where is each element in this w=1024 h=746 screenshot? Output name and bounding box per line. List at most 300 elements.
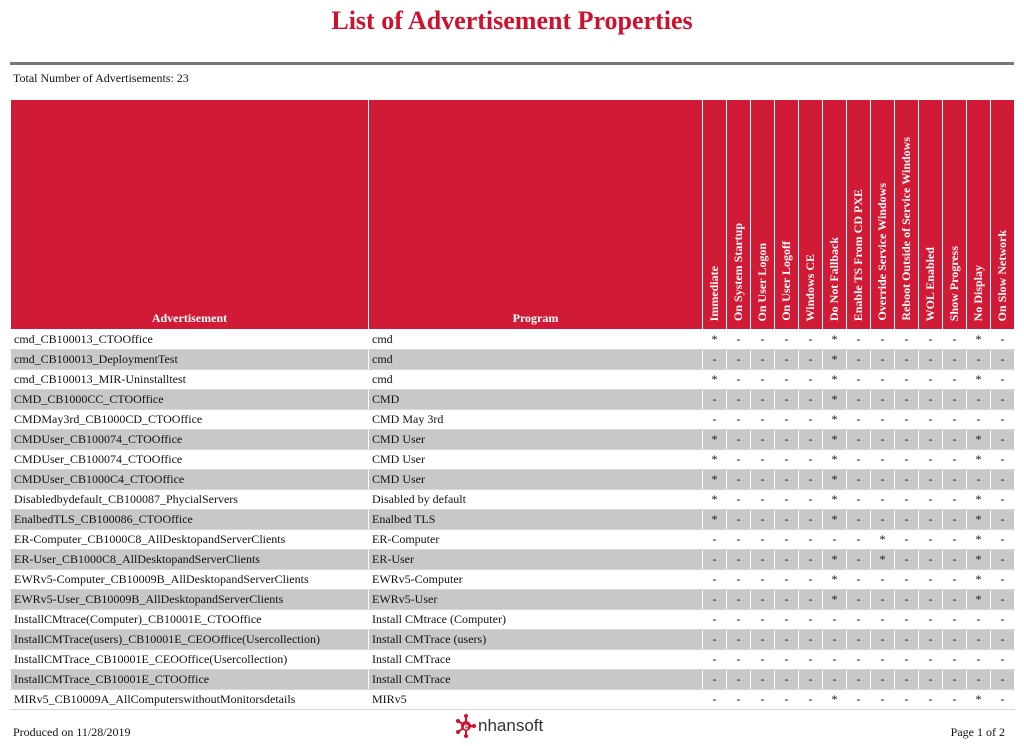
flag-cell: - <box>895 530 919 550</box>
advertisement-cell: MIRv5_CB10009A_AllComputerswithoutMonitorsdetails <box>11 690 369 710</box>
flag-cell: * <box>967 490 991 510</box>
flag-cell: - <box>727 430 751 450</box>
flag-cell: - <box>943 670 967 690</box>
advertisement-cell: CMDUser_CB100074_CTOOffice <box>11 430 369 450</box>
flag-cell: - <box>847 530 871 550</box>
flag-cell: - <box>895 510 919 530</box>
flag-cell: - <box>871 490 895 510</box>
table-row[interactable] <box>11 610 1015 630</box>
flag-cell: * <box>823 450 847 470</box>
advertisement-cell: ER-Computer_CB1000C8_AllDesktopandServerClients <box>11 530 369 550</box>
table-row[interactable] <box>11 350 1015 370</box>
flag-cell: - <box>991 630 1015 650</box>
flag-cell: - <box>871 510 895 530</box>
flag-cell: * <box>703 370 727 390</box>
flag-cell: - <box>919 530 943 550</box>
table-row[interactable] <box>11 590 1015 610</box>
table-row[interactable] <box>11 490 1015 510</box>
produced-date: Produced on 11/28/2019 <box>13 725 131 739</box>
column-header-flag[interactable] <box>871 100 895 330</box>
flag-cell: - <box>751 650 775 670</box>
table-row[interactable] <box>11 470 1015 490</box>
flag-cell: - <box>967 410 991 430</box>
flag-cell: - <box>727 490 751 510</box>
flag-cell: - <box>775 690 799 710</box>
flag-cell: - <box>775 390 799 410</box>
flag-cell: - <box>703 390 727 410</box>
flag-cell: - <box>847 350 871 370</box>
flag-cell: * <box>823 470 847 490</box>
flag-cell: - <box>991 570 1015 590</box>
flag-cell: - <box>847 650 871 670</box>
flag-cell: - <box>895 350 919 370</box>
advertisement-cell: EnalbedTLS_CB100086_CTOOffice <box>11 510 369 530</box>
column-header-flag-label: On User Logon <box>755 242 769 321</box>
flag-cell: - <box>871 690 895 710</box>
flag-cell: - <box>703 670 727 690</box>
column-header-flag[interactable] <box>799 100 823 330</box>
flag-cell: * <box>823 330 847 350</box>
flag-cell: - <box>847 410 871 430</box>
column-header-advertisement[interactable]: Advertisement <box>11 100 369 330</box>
flag-cell: - <box>991 330 1015 350</box>
flag-cell: - <box>799 370 823 390</box>
flag-cell: - <box>919 490 943 510</box>
flag-cell: * <box>967 330 991 350</box>
flag-cell: - <box>751 370 775 390</box>
column-header-flag[interactable] <box>727 100 751 330</box>
flag-cell: - <box>991 350 1015 370</box>
flag-cell: - <box>919 610 943 630</box>
flag-cell: - <box>943 450 967 470</box>
flag-cell: - <box>919 690 943 710</box>
flag-cell: - <box>991 670 1015 690</box>
flag-cell: - <box>751 570 775 590</box>
flag-cell: - <box>727 570 751 590</box>
column-header-flag-label: On System Startup <box>731 222 745 321</box>
advertisement-cell: InstallCMtrace(Computer)_CB10001E_CTOOffice <box>11 610 369 630</box>
program-cell: CMD May 3rd <box>369 410 703 430</box>
flag-cell: - <box>943 490 967 510</box>
flag-cell: - <box>847 370 871 390</box>
flag-cell: - <box>847 430 871 450</box>
flag-cell: * <box>967 550 991 570</box>
flag-cell: - <box>919 410 943 430</box>
page-indicator: Page 1 of 2 <box>950 725 1005 739</box>
flag-cell: - <box>751 410 775 430</box>
advertisement-cell: cmd_CB100013_MIR-Uninstalltest <box>11 370 369 390</box>
flag-cell: - <box>751 510 775 530</box>
flag-cell: - <box>991 610 1015 630</box>
flag-cell: * <box>823 510 847 530</box>
flag-cell: - <box>775 550 799 570</box>
column-header-flag-label: No Display <box>971 264 985 321</box>
table-row[interactable] <box>11 510 1015 530</box>
flag-cell: - <box>775 590 799 610</box>
flag-cell: - <box>703 530 727 550</box>
flag-cell: - <box>871 390 895 410</box>
program-cell: EWRv5-User <box>369 590 703 610</box>
flag-cell: - <box>799 490 823 510</box>
program-cell: CMD User <box>369 470 703 490</box>
advertisement-cell: cmd_CB100013_DeploymentTest <box>11 350 369 370</box>
column-header-flag[interactable] <box>919 100 943 330</box>
flag-cell: - <box>775 490 799 510</box>
flag-cell: - <box>943 350 967 370</box>
program-cell: CMD <box>369 390 703 410</box>
flag-cell: - <box>775 510 799 530</box>
program-cell: Install CMtrace (Computer) <box>369 610 703 630</box>
flag-cell: - <box>943 650 967 670</box>
flag-cell: - <box>919 630 943 650</box>
flag-cell: - <box>727 330 751 350</box>
flag-cell: - <box>847 510 871 530</box>
column-header-flag-label: On User Logoff <box>779 241 793 321</box>
flag-cell: - <box>751 390 775 410</box>
flag-cell: * <box>823 490 847 510</box>
flag-cell: - <box>943 630 967 650</box>
flag-cell: * <box>823 550 847 570</box>
flag-cell: - <box>991 650 1015 670</box>
flag-cell: - <box>943 410 967 430</box>
flag-cell: - <box>727 510 751 530</box>
flag-cell: - <box>727 530 751 550</box>
flag-cell: - <box>895 390 919 410</box>
flag-cell: - <box>895 490 919 510</box>
flag-cell: - <box>871 570 895 590</box>
flag-cell: - <box>895 610 919 630</box>
flag-cell: * <box>967 430 991 450</box>
flag-cell: - <box>703 550 727 570</box>
flag-cell: - <box>943 370 967 390</box>
flag-cell: - <box>991 450 1015 470</box>
table-row[interactable] <box>11 430 1015 450</box>
flag-cell: - <box>919 470 943 490</box>
table-row[interactable] <box>11 330 1015 350</box>
flag-cell: - <box>823 670 847 690</box>
flag-cell: - <box>799 530 823 550</box>
flag-cell: * <box>823 590 847 610</box>
flag-cell: * <box>967 590 991 610</box>
program-cell: cmd <box>369 350 703 370</box>
flag-cell: - <box>895 370 919 390</box>
flag-cell: - <box>871 630 895 650</box>
program-cell: Enalbed TLS <box>369 510 703 530</box>
flag-cell: - <box>775 670 799 690</box>
flag-cell: - <box>727 350 751 370</box>
flag-cell: - <box>895 430 919 450</box>
flag-cell: - <box>919 330 943 350</box>
flag-cell: * <box>967 450 991 470</box>
flag-cell: - <box>895 630 919 650</box>
flag-cell: - <box>799 650 823 670</box>
table-row[interactable] <box>11 370 1015 390</box>
flag-cell: * <box>823 350 847 370</box>
flag-cell: - <box>847 390 871 410</box>
flag-cell: - <box>847 450 871 470</box>
flag-cell: - <box>775 330 799 350</box>
flag-cell: - <box>943 330 967 350</box>
advertisement-cell: cmd_CB100013_CTOOffice <box>11 330 369 350</box>
flag-cell: - <box>775 410 799 430</box>
flag-cell: - <box>871 350 895 370</box>
flag-cell: - <box>823 650 847 670</box>
advertisement-cell: CMDUser_CB100074_CTOOffice <box>11 450 369 470</box>
flag-cell: - <box>775 350 799 370</box>
table-row[interactable] <box>11 390 1015 410</box>
table-body <box>11 330 1015 710</box>
column-header-flag-label: On Slow Network <box>995 229 1009 321</box>
flag-cell: - <box>991 430 1015 450</box>
flag-cell: * <box>703 450 727 470</box>
flag-cell: * <box>703 430 727 450</box>
flag-cell: - <box>943 590 967 610</box>
program-cell: EWRv5-Computer <box>369 570 703 590</box>
flag-cell: - <box>775 570 799 590</box>
flag-cell: - <box>967 470 991 490</box>
table-row[interactable] <box>11 550 1015 570</box>
program-cell: cmd <box>369 370 703 390</box>
flag-cell: - <box>919 430 943 450</box>
flag-cell: - <box>871 410 895 430</box>
advertisement-cell: CMDUser_CB1000C4_CTOOffice <box>11 470 369 490</box>
flag-cell: * <box>823 410 847 430</box>
flag-cell: - <box>799 430 823 450</box>
column-header-flag-label: Immediate <box>707 265 721 321</box>
flag-cell: - <box>703 590 727 610</box>
flag-cell: - <box>967 670 991 690</box>
flag-cell: - <box>871 450 895 470</box>
flag-cell: - <box>703 630 727 650</box>
flag-cell: - <box>847 610 871 630</box>
flag-cell: - <box>919 390 943 410</box>
flag-cell: - <box>991 690 1015 710</box>
flag-cell: - <box>727 370 751 390</box>
table-row[interactable] <box>11 670 1015 690</box>
flag-cell: - <box>895 590 919 610</box>
total-advertisements: Total Number of Advertisements: 23 <box>13 71 189 85</box>
flag-cell: - <box>919 590 943 610</box>
flag-cell: * <box>823 370 847 390</box>
program-cell: cmd <box>369 330 703 350</box>
column-header-flag[interactable] <box>823 100 847 330</box>
advertisement-cell: CMDMay3rd_CB1000CD_CTOOffice <box>11 410 369 430</box>
column-header-flag[interactable] <box>847 100 871 330</box>
flag-cell: * <box>823 570 847 590</box>
flag-cell: * <box>967 690 991 710</box>
advertisement-cell: EWRv5-User_CB10009B_AllDesktopandServerClients <box>11 590 369 610</box>
table-row[interactable] <box>11 690 1015 710</box>
flag-cell: - <box>991 470 1015 490</box>
flag-cell: - <box>847 470 871 490</box>
flag-cell: - <box>895 670 919 690</box>
flag-cell: - <box>943 510 967 530</box>
flag-cell: - <box>775 430 799 450</box>
advertisement-cell: InstallCMTrace_CB10001E_CTOOffice <box>11 670 369 690</box>
flag-cell: - <box>727 650 751 670</box>
flag-cell: - <box>991 390 1015 410</box>
flag-cell: - <box>847 690 871 710</box>
flag-cell: - <box>775 470 799 490</box>
flag-cell: - <box>919 510 943 530</box>
flag-cell: - <box>703 610 727 630</box>
flag-cell: * <box>823 690 847 710</box>
flag-cell: - <box>751 590 775 610</box>
flag-cell: - <box>727 630 751 650</box>
flag-cell: - <box>895 410 919 430</box>
column-header-flag-label: Show Progress <box>947 245 961 321</box>
flag-cell: - <box>895 690 919 710</box>
flag-cell: - <box>895 550 919 570</box>
flag-cell: - <box>991 590 1015 610</box>
flag-cell: - <box>799 510 823 530</box>
flag-cell: - <box>775 530 799 550</box>
table-row[interactable] <box>11 450 1015 470</box>
flag-cell: - <box>943 690 967 710</box>
flag-cell: - <box>751 670 775 690</box>
program-cell: Install CMTrace <box>369 670 703 690</box>
flag-cell: * <box>967 570 991 590</box>
flag-cell: - <box>847 490 871 510</box>
flag-cell: - <box>799 610 823 630</box>
flag-cell: - <box>751 610 775 630</box>
column-header-flag[interactable] <box>775 100 799 330</box>
flag-cell: - <box>703 410 727 430</box>
title-divider <box>10 62 1014 65</box>
flag-cell: - <box>847 590 871 610</box>
flag-cell: - <box>799 670 823 690</box>
table-row[interactable] <box>11 630 1015 650</box>
flag-cell: - <box>919 570 943 590</box>
flag-cell: - <box>703 570 727 590</box>
flag-cell: - <box>751 470 775 490</box>
flag-cell: - <box>751 490 775 510</box>
flag-cell: - <box>727 590 751 610</box>
flag-cell: - <box>871 330 895 350</box>
table-row[interactable] <box>11 530 1015 550</box>
flag-cell: - <box>919 350 943 370</box>
table-row[interactable] <box>11 650 1015 670</box>
advertisement-table <box>10 99 1015 710</box>
flag-cell: - <box>703 690 727 710</box>
flag-cell: - <box>895 570 919 590</box>
flag-cell: - <box>871 650 895 670</box>
flag-cell: - <box>799 630 823 650</box>
flag-cell: * <box>871 550 895 570</box>
flag-cell: - <box>727 470 751 490</box>
flag-cell: - <box>799 350 823 370</box>
column-header-flag-label: Enable TS From CD PXE <box>851 188 865 321</box>
enhansoft-logo <box>455 713 543 739</box>
column-header-flag[interactable] <box>703 100 727 330</box>
flag-cell: - <box>799 470 823 490</box>
flag-cell: - <box>871 610 895 630</box>
column-header-flag-label: Do Not Fallback <box>827 237 841 321</box>
advertisement-cell: EWRv5-Computer_CB10009B_AllDesktopandServerClients <box>11 570 369 590</box>
flag-cell: - <box>919 550 943 570</box>
column-header-program[interactable]: Program <box>369 100 703 330</box>
flag-cell: - <box>967 650 991 670</box>
flag-cell: - <box>847 550 871 570</box>
advertisement-cell: InstallCMTrace(users)_CB10001E_CEOOffice(Usercollection) <box>11 630 369 650</box>
column-header-flag[interactable] <box>991 100 1015 330</box>
program-cell: CMD User <box>369 450 703 470</box>
flag-cell: - <box>943 550 967 570</box>
column-header-flag-label: WOL Enabled <box>923 246 937 321</box>
flag-cell: - <box>751 330 775 350</box>
table-row[interactable] <box>11 570 1015 590</box>
flag-cell: - <box>703 650 727 670</box>
logo-letter: e <box>463 721 469 732</box>
flag-cell: * <box>703 330 727 350</box>
flag-cell: - <box>895 330 919 350</box>
column-header-flag-label: Windows CE <box>803 253 817 321</box>
flag-cell: - <box>943 470 967 490</box>
flag-cell: - <box>799 570 823 590</box>
flag-cell: - <box>727 670 751 690</box>
flag-cell: - <box>847 330 871 350</box>
flag-cell: * <box>871 530 895 550</box>
flag-cell: - <box>991 550 1015 570</box>
flag-cell: - <box>751 350 775 370</box>
flag-cell: - <box>919 670 943 690</box>
flag-cell: - <box>775 650 799 670</box>
flag-cell: - <box>847 670 871 690</box>
flag-cell: - <box>943 430 967 450</box>
column-header-flag[interactable] <box>751 100 775 330</box>
program-cell: Disabled by default <box>369 490 703 510</box>
flag-cell: - <box>775 450 799 470</box>
flag-cell: - <box>751 530 775 550</box>
program-cell: Install CMTrace (users) <box>369 630 703 650</box>
flag-cell: - <box>775 630 799 650</box>
flag-cell: * <box>967 370 991 390</box>
flag-cell: - <box>895 470 919 490</box>
flag-cell: - <box>943 530 967 550</box>
flag-cell: - <box>871 470 895 490</box>
column-header-flag[interactable] <box>967 100 991 330</box>
flag-cell: - <box>775 610 799 630</box>
flag-cell: - <box>943 610 967 630</box>
enhansoft-molecule-icon <box>455 713 477 739</box>
flag-cell: - <box>799 330 823 350</box>
column-header-flag[interactable] <box>943 100 967 330</box>
page-title: List of Advertisement Properties <box>331 6 693 35</box>
program-cell: ER-User <box>369 550 703 570</box>
flag-cell: - <box>919 650 943 670</box>
program-cell: Install CMTrace <box>369 650 703 670</box>
program-cell: CMD User <box>369 430 703 450</box>
column-header-flag[interactable] <box>895 100 919 330</box>
advertisement-cell: Disabledbydefault_CB100087_PhycialServers <box>11 490 369 510</box>
flag-cell: * <box>703 510 727 530</box>
flag-cell: - <box>991 510 1015 530</box>
table-header-row <box>11 100 1015 330</box>
flag-cell: * <box>823 430 847 450</box>
flag-cell: - <box>823 610 847 630</box>
table-row[interactable] <box>11 410 1015 430</box>
flag-cell: - <box>751 430 775 450</box>
flag-cell: - <box>919 370 943 390</box>
flag-cell: - <box>991 490 1015 510</box>
flag-cell: - <box>847 570 871 590</box>
flag-cell: - <box>751 630 775 650</box>
flag-cell: - <box>967 630 991 650</box>
logo-wordmark: nhansoft <box>478 716 544 735</box>
flag-cell: - <box>751 550 775 570</box>
flag-cell: - <box>871 370 895 390</box>
flag-cell: - <box>967 390 991 410</box>
